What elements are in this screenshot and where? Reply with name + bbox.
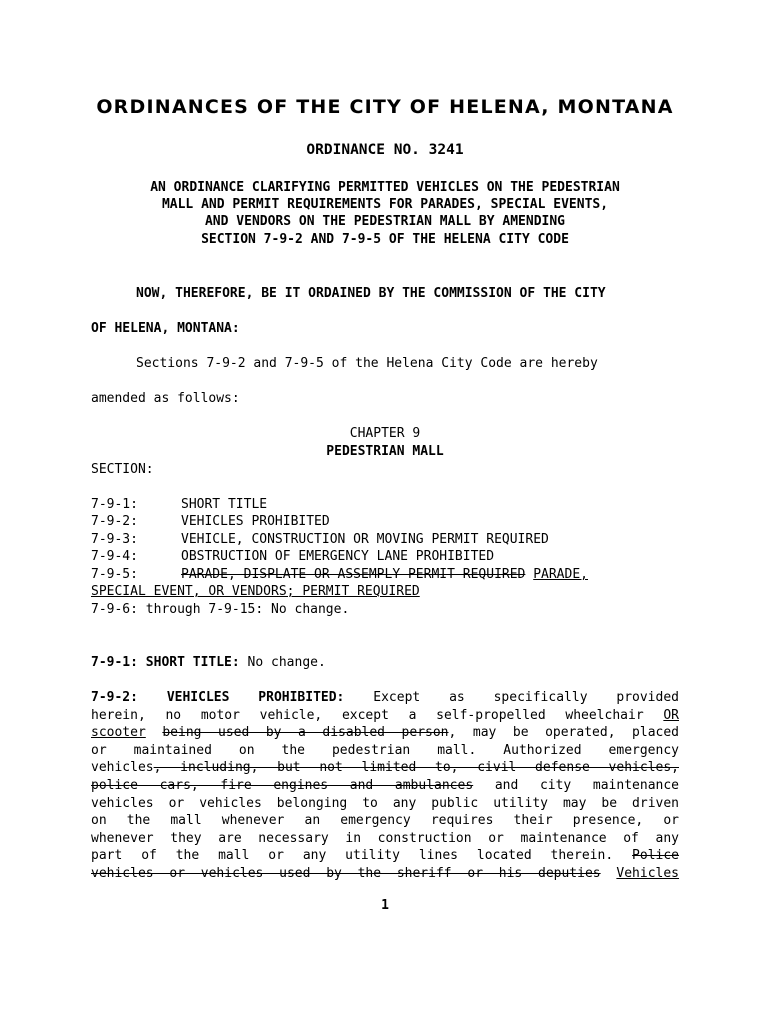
s792-line-8: on the mall whenever an emergency requires their presence, or — [91, 813, 679, 828]
section-title: VEHICLE, CONSTRUCTION OR MOVING PERMIT REQUIRED — [181, 532, 549, 547]
inserted-text: scooter — [91, 725, 146, 740]
section-number: 7-9-5: — [91, 567, 138, 582]
chapter-label: CHAPTER 9 — [349, 426, 421, 441]
inserted-text: SPECIAL EVENT, OR VENDORS; PERMIT REQUIRED — [91, 584, 420, 599]
ordinance-number: ORDINANCE NO. 3241 — [306, 142, 464, 158]
s792-line-6: police cars, fire engines and ambulances and city maintenance — [91, 778, 679, 793]
section-list-remainder: 7-9-6: through 7-9-15: No change. — [91, 602, 350, 617]
inserted-text: Vehicles — [616, 866, 680, 881]
section-791 — [91, 654, 326, 672]
amend-line-1: Sections 7-9-2 and 7-9-5 of the Helena City Code are hereby — [136, 356, 598, 371]
amend-line-2: amended as follows: — [91, 391, 240, 406]
section-text: No change. — [247, 655, 326, 670]
document-title: ORDINANCES OF THE CITY OF HELENA, MONTANA — [96, 96, 674, 118]
subtitle-line-2: MALL AND PERMIT REQUIREMENTS FOR PARADES, SPECIAL EVENTS, — [161, 197, 609, 212]
struck-text: vehicles or vehicles used by the sheriff or his deputies — [91, 866, 601, 881]
s792-line-3: scooter being used by a disabled person, may be operated, placed — [91, 725, 680, 740]
section-number: 7-9-3: — [91, 532, 138, 547]
section-title: OBSTRUCTION OF EMERGENCY LANE PROHIBITED — [181, 549, 495, 564]
s792-line-5: vehicles, including, but not limited to, civil defense vehicles, — [91, 760, 679, 775]
section-list-item — [91, 513, 330, 531]
struck-text: Police — [632, 848, 680, 863]
preamble-line-2: OF HELENA, MONTANA: — [91, 321, 240, 336]
section-list-item-amended — [91, 566, 588, 584]
s792-line-7: vehicles or vehicles belonging to any public utility may be driven — [91, 796, 679, 811]
section-heading: 7-9-2: VEHICLES PROHIBITED: — [91, 690, 345, 705]
struck-text: being used by a disabled person — [162, 725, 449, 740]
section-number: 7-9-2: — [91, 514, 138, 529]
s792-line-11 — [91, 865, 679, 883]
section-heading: 7-9-1: SHORT TITLE: — [91, 655, 240, 670]
subtitle-line-1: AN ORDINANCE CLARIFYING PERMITTED VEHICLES ON THE PEDESTRIAN — [150, 180, 620, 195]
section-title: SHORT TITLE — [181, 497, 268, 512]
chapter-name: PEDESTRIAN MALL — [326, 444, 444, 459]
struck-text: PARADE, DISPLATE OR ASSEMPLY PERMIT REQUIRED — [181, 567, 526, 582]
inserted-text: OR — [663, 708, 680, 723]
inserted-text: PARADE, — [533, 567, 588, 582]
section-list-item — [91, 548, 494, 566]
section-list-item — [91, 496, 267, 514]
section-label: SECTION: — [91, 462, 154, 477]
struck-text: police cars, fire engines and ambulances — [91, 778, 474, 793]
s792-line-9: whenever they are necessary in construction or maintenance of any — [91, 831, 679, 846]
s792-line-4: or maintained on the pedestrian mall. Authorized emergency — [91, 743, 679, 758]
s792-line-1: 7-9-2: VEHICLES PROHIBITED: Except as specifically provided — [91, 690, 679, 705]
section-list-item — [91, 531, 549, 549]
struck-text: , including, but not limited to, civil defense vehicles, — [153, 760, 679, 775]
preamble-line-1: NOW, THEREFORE, BE IT ORDAINED BY THE COMMISSION OF THE CITY — [136, 286, 606, 301]
page-number: 1 — [381, 898, 389, 913]
section-number: 7-9-4: — [91, 549, 138, 564]
subtitle-line-4: SECTION 7-9-2 AND 7-9-5 OF THE HELENA CITY CODE — [201, 232, 569, 247]
subtitle-line-3: AND VENDORS ON THE PEDESTRIAN MALL BY AMENDING — [204, 214, 566, 229]
section-title: VEHICLES PROHIBITED — [181, 514, 330, 529]
section-number: 7-9-1: — [91, 497, 138, 512]
s792-line-10: part of the mall or any utility lines located therein. Police — [91, 848, 680, 863]
s792-line-2: herein, no motor vehicle, except a self-propelled wheelchair OR — [91, 708, 680, 723]
